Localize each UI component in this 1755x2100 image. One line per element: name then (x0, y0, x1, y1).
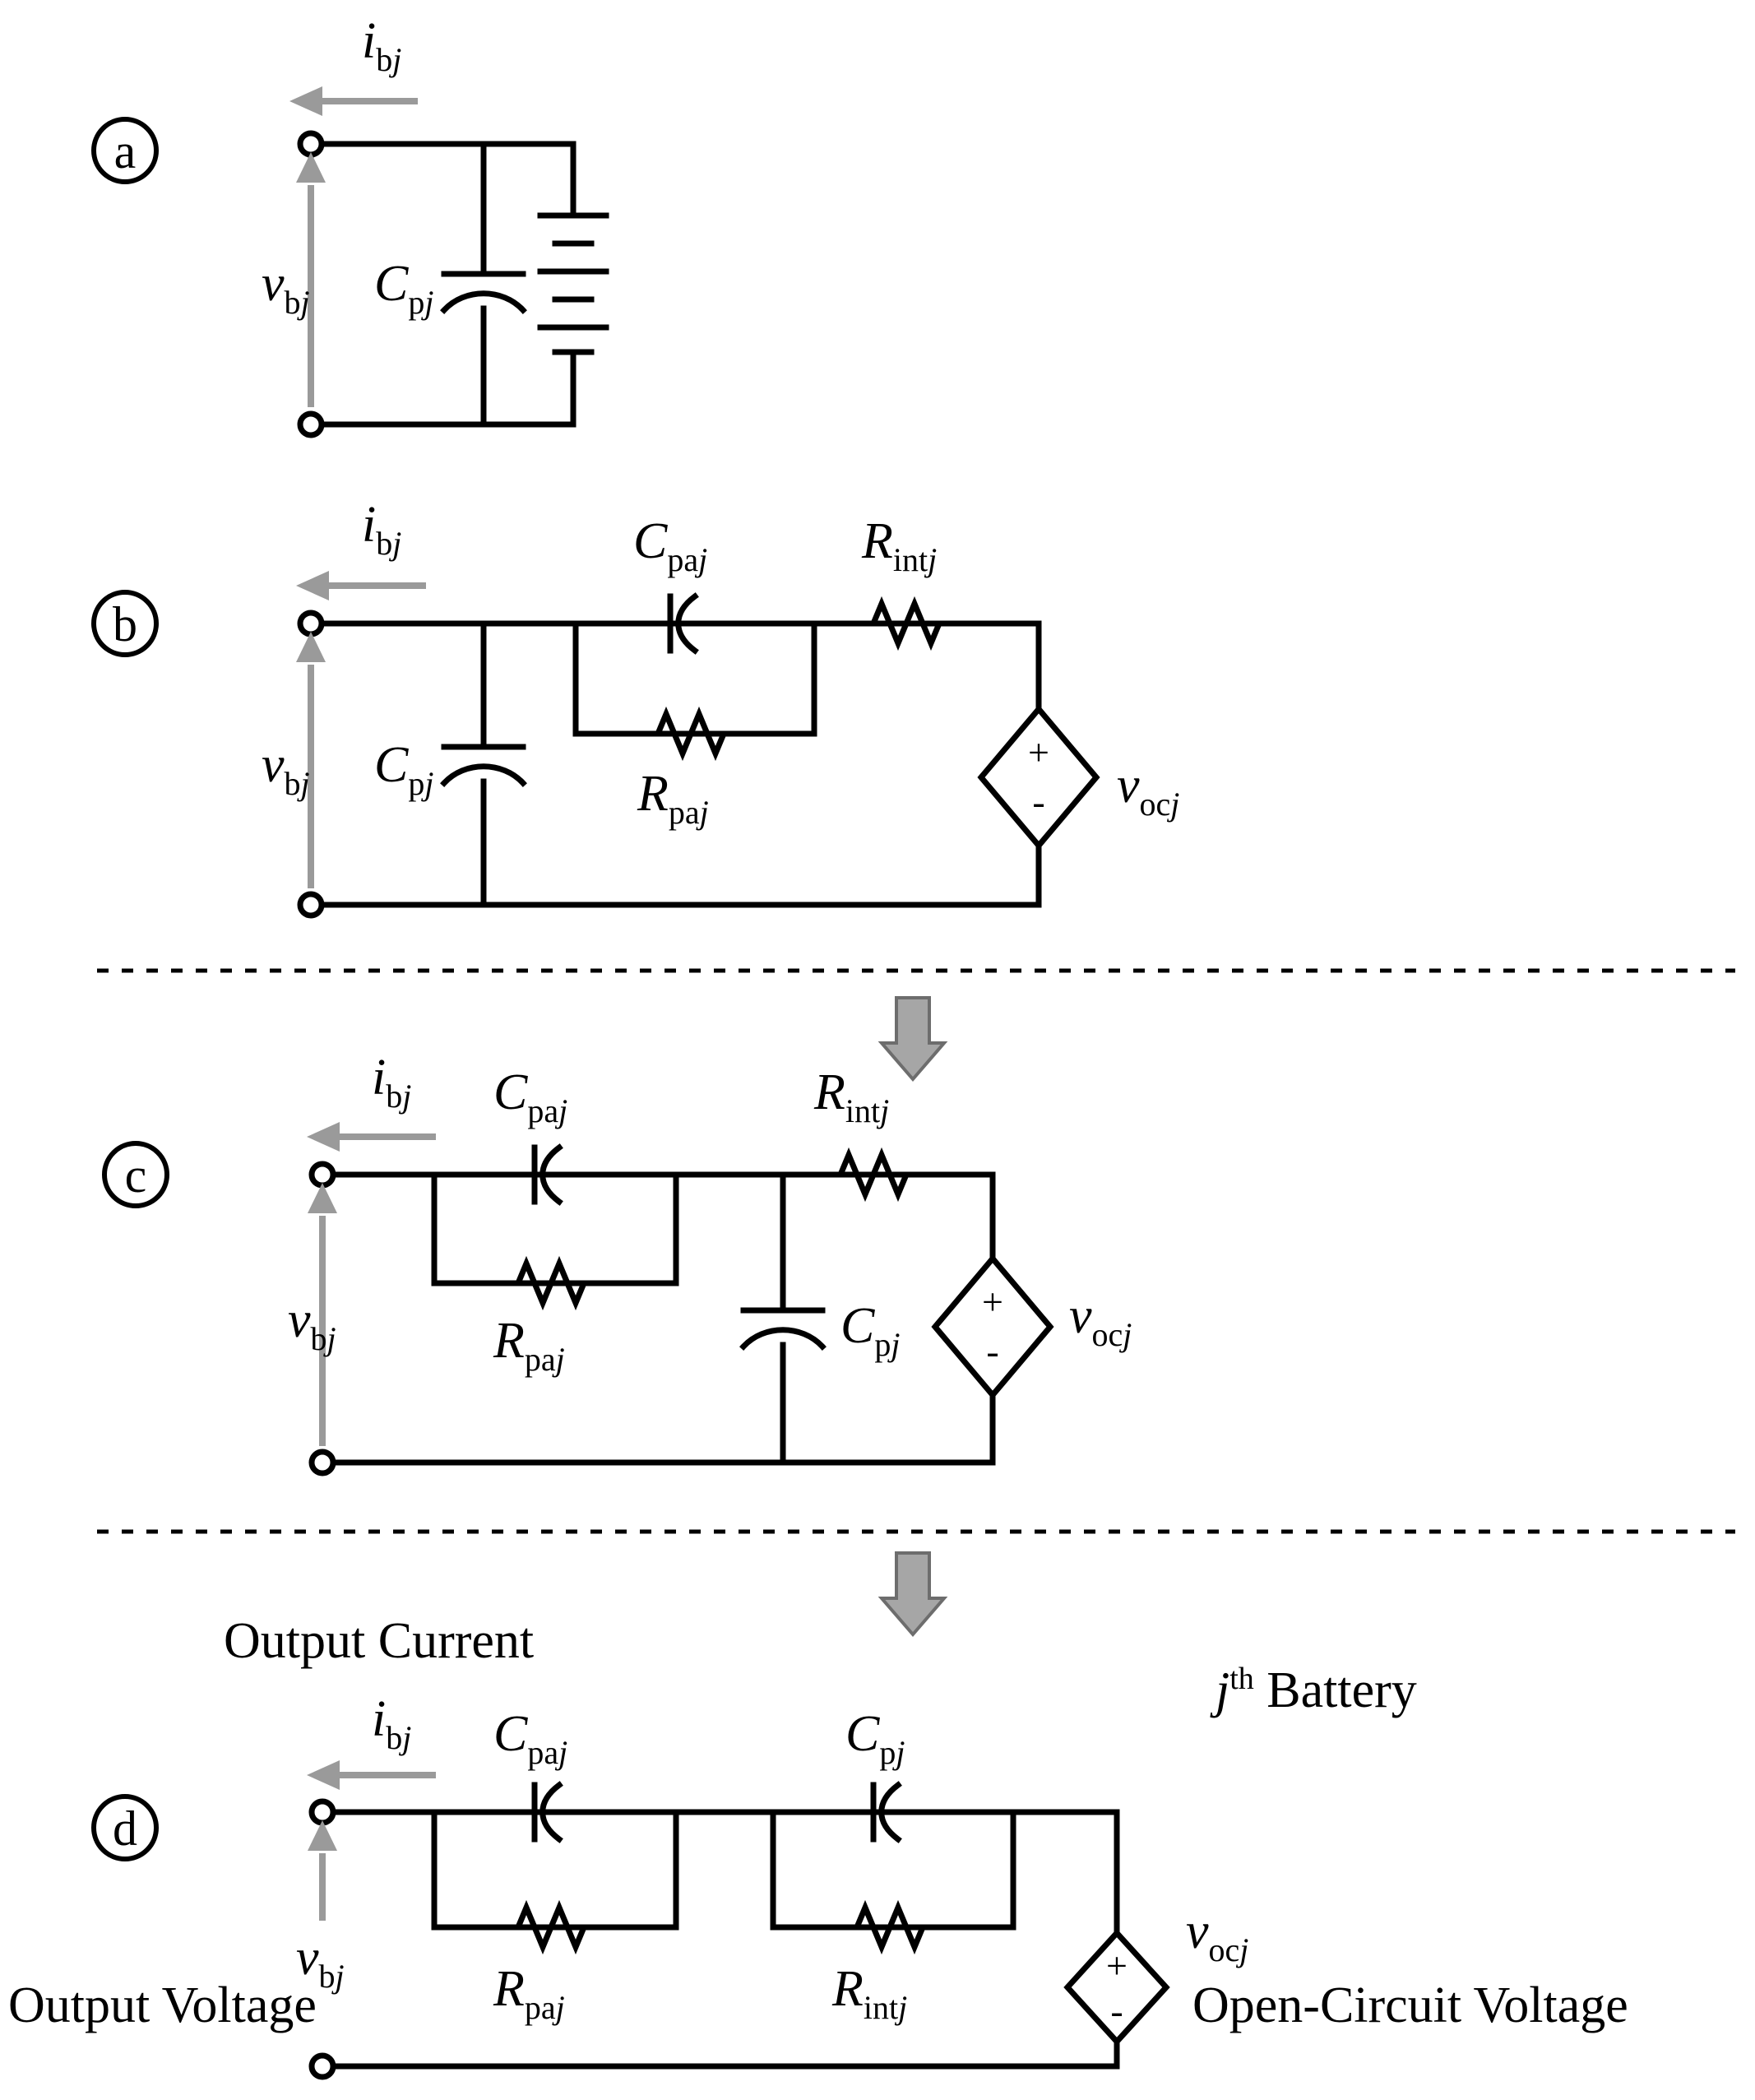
panel-a-bottom-terminal (300, 414, 322, 435)
panel-d-source-plus: + (1106, 1945, 1128, 1986)
annotation-output-voltage: Output Voltage (8, 1977, 317, 2033)
panel-b-letter: b (113, 597, 137, 651)
panel-c-source-minus: - (986, 1330, 999, 1372)
transform-arrow-1 (882, 998, 944, 1079)
panel-a-current-arrow-head (289, 86, 322, 116)
panel-b-rint-resistor (864, 604, 949, 643)
panel-b-top-terminal (300, 613, 322, 634)
panel-d-rpa-label: $R_{pa}j$ (493, 1961, 565, 2026)
panel-d-current-label: $i_bj$ (372, 1691, 412, 1756)
panel-a-letter: a (113, 124, 137, 178)
panel-a-top-terminal (300, 133, 322, 155)
panel-b-source-plus: + (1028, 731, 1049, 773)
panel-a-voltage-label: $v_bj$ (262, 256, 310, 321)
panel-b-current-arrow-head (296, 571, 329, 600)
panel-d-voc-label: $v_{oc}j$ (1186, 1903, 1249, 1968)
panel-b-voltage-label: $v_bj$ (262, 737, 310, 802)
panel-c-top-terminal (312, 1164, 333, 1185)
panel-b-voltage-arrow-head (296, 632, 326, 662)
panel-b-source-minus: - (1032, 781, 1045, 823)
panel-b-rpa-label: $R_{pa}j$ (637, 766, 709, 831)
panel-c-rint-label: $R_{int}j$ (814, 1064, 890, 1129)
panel-b-voltage-source (981, 709, 1096, 846)
panel-c (104, 1050, 1132, 1473)
annotation-jth-battery: $j^{th}$ Battery (1216, 1662, 1417, 1718)
panel-d-source-minus: - (1110, 1990, 1123, 2032)
panel-a-cp-label: $C_pj$ (374, 256, 434, 321)
panel-c-voc-label: $v_{oc}j$ (1069, 1288, 1132, 1353)
panel-b (94, 497, 1179, 916)
panel-d-bottom-terminal (312, 2056, 333, 2077)
panel-c-cp-label: $C_pj$ (840, 1298, 901, 1363)
panel-d (8, 1613, 1628, 2077)
panel-b-cpa-label: $C_{pa}j$ (633, 513, 708, 578)
panel-b-rint-label: $R_{int}j$ (862, 513, 938, 578)
annotation-output-current: Output Current (224, 1613, 535, 1669)
panel-d-voltage-label: $v_bj$ (296, 1930, 345, 1995)
panel-d-letter: d (113, 1801, 137, 1856)
panel-d-top-terminal (312, 1801, 333, 1823)
panel-c-letter: c (124, 1148, 147, 1203)
panel-c-voltage-arrow-head (308, 1183, 337, 1213)
panel-c-voltage-source (935, 1259, 1050, 1395)
panel-b-voc-label: $v_{oc}j$ (1117, 758, 1180, 823)
panel-a-current-label: $i_bj$ (362, 13, 402, 78)
annotation-open-circuit-voltage: Open-Circuit Voltage (1192, 1977, 1628, 2033)
panel-b-bottom-terminal (300, 894, 322, 916)
panel-c-bottom-terminal (312, 1452, 333, 1473)
panel-c-current-label: $i_bj$ (372, 1050, 412, 1115)
panel-b-cp-label: $C_pj$ (374, 737, 434, 802)
panel-c-current-arrow-head (307, 1122, 340, 1152)
panel-b-current-label: $i_bj$ (362, 497, 402, 562)
panel-c-rpa-label: $R_{pa}j$ (493, 1313, 565, 1378)
panel-d-voltage-arrow-head (308, 1820, 337, 1851)
panel-c-source-plus: + (982, 1281, 1003, 1323)
panel-c-cpa-label: $C_{pa}j$ (493, 1064, 568, 1129)
panel-d-current-arrow-head (307, 1760, 340, 1790)
panel-d-rint-label: $R_{int}j$ (832, 1961, 908, 2026)
panel-d-cp-label: $C_pj$ (845, 1706, 905, 1771)
panel-c-rint-resistor (831, 1155, 916, 1194)
panel-a (94, 13, 606, 435)
transform-arrow-2 (882, 1553, 944, 1634)
panel-c-voltage-label: $v_bj$ (288, 1292, 336, 1357)
panel-a-voltage-arrow-head (296, 152, 326, 183)
panel-d-cpa-label: $C_{pa}j$ (493, 1706, 568, 1771)
